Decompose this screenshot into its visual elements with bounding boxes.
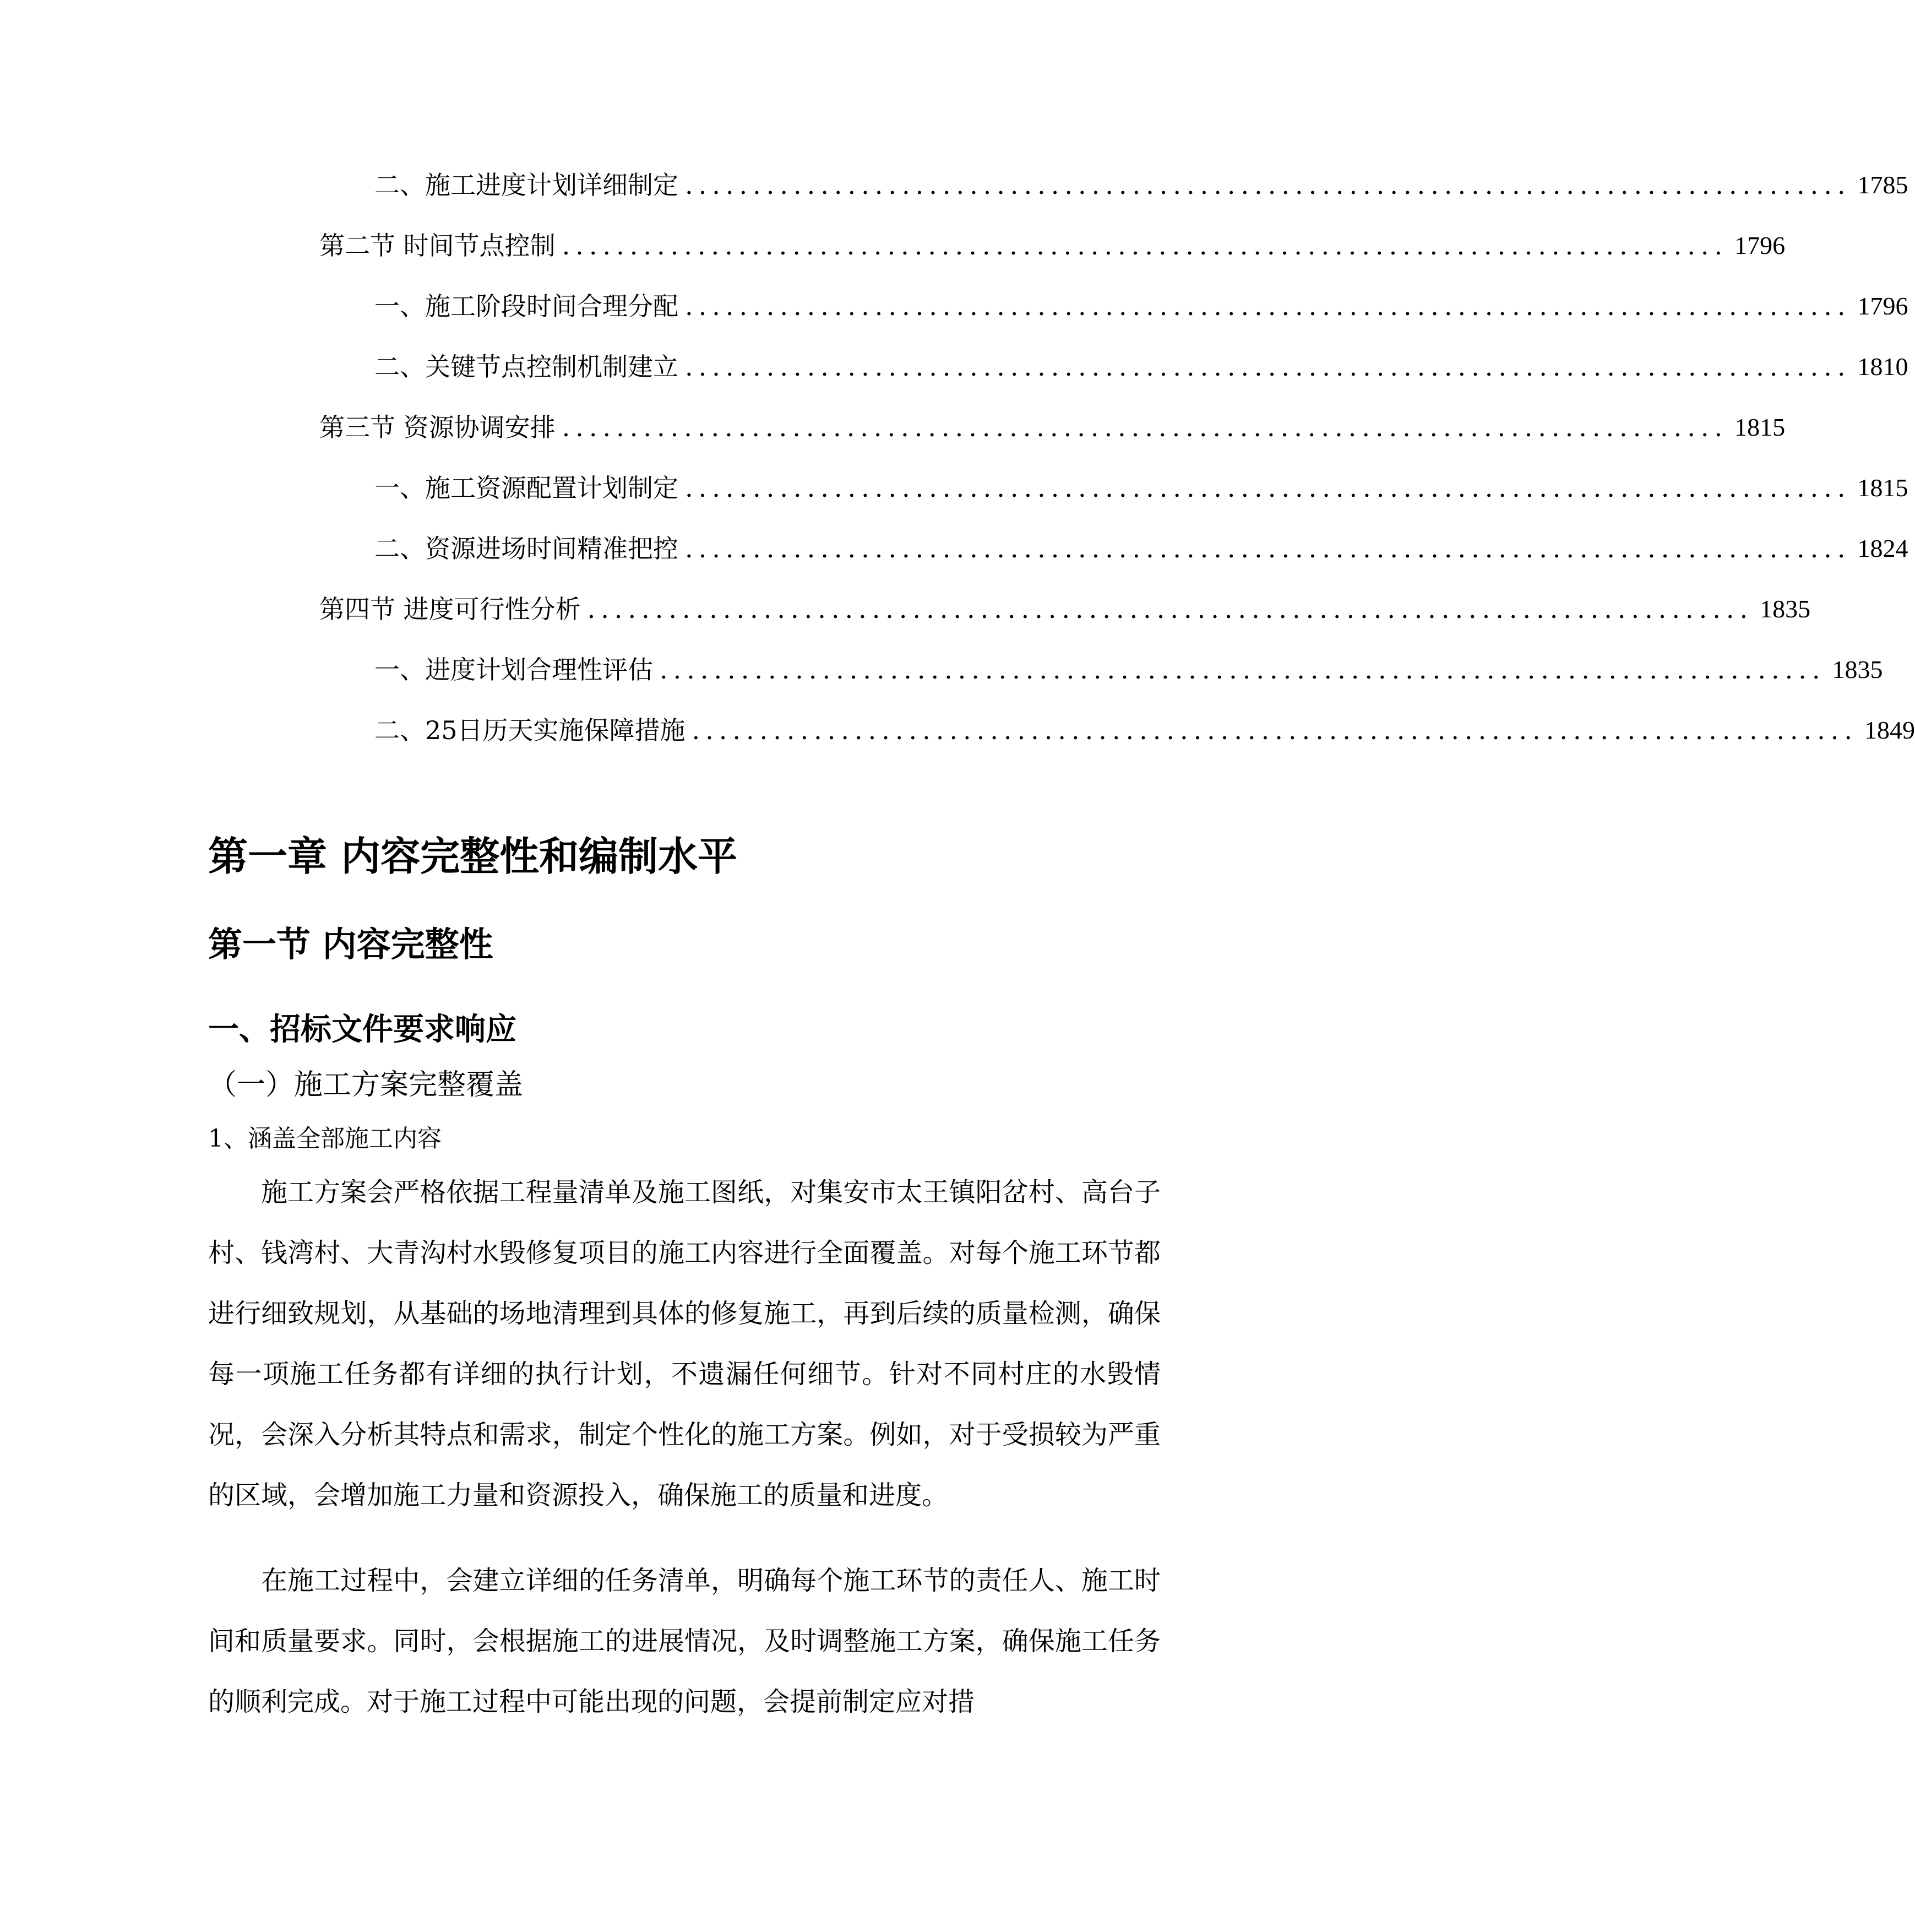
- toc-leader-dots: ......................................................................................: [587, 594, 1754, 624]
- toc-entry[interactable]: [374, 708, 1915, 752]
- toc-entry-page: 1796: [1857, 292, 1908, 320]
- toc-leader-dots: ......................................................................................: [562, 231, 1728, 261]
- toc-entry-page: 1796: [1734, 231, 1786, 259]
- toc-entry-label: 25日历天实施保障措施: [425, 715, 686, 745]
- toc-leader-dots: ......................................................................................: [685, 170, 1851, 200]
- toc-entry-marker: 二、: [374, 715, 425, 745]
- toc-entry-page: 1810: [1857, 352, 1908, 381]
- toc-leader-dots: ......................................................................................: [692, 715, 1858, 745]
- toc-entry-marker: 二、: [374, 352, 425, 382]
- toc-entry-marker: 二、: [374, 170, 425, 200]
- toc-leader-dots: ......................................................................................: [660, 655, 1826, 685]
- toc-entry[interactable]: [374, 163, 1908, 207]
- toc-entry-label: 进度计划合理性评估: [425, 655, 653, 685]
- toc-entry-page: 1785: [1857, 171, 1908, 199]
- toc-entry[interactable]: [374, 345, 1908, 389]
- toc-entry-label: 资源进场时间精准把控: [425, 534, 678, 563]
- toc-leader-dots: ......................................................................................: [562, 413, 1728, 442]
- toc-entry[interactable]: [319, 405, 1786, 449]
- toc-entry-page: 1835: [1760, 595, 1811, 623]
- toc-entry[interactable]: [319, 587, 1811, 631]
- toc-entry-label: 第三节 资源协调安排: [319, 413, 556, 442]
- toc-entry-label: 第二节 时间节点控制: [319, 231, 556, 261]
- toc-entry[interactable]: [374, 466, 1908, 510]
- toc-leader-dots: ......................................................................................: [685, 352, 1851, 382]
- subsection-title: 一、招标文件要求响应: [208, 1012, 516, 1048]
- toc-entry-page: 1815: [1857, 474, 1908, 502]
- toc-leader-dots: ......................................................................................: [685, 473, 1851, 503]
- toc-leader-dots: ......................................................................................: [685, 291, 1851, 321]
- toc-entry[interactable]: [374, 527, 1908, 571]
- toc-entry-page: 1849: [1864, 716, 1915, 744]
- toc-entry-label: 施工进度计划详细制定: [425, 170, 678, 200]
- chapter-title: 第一章 内容完整性和编制水平: [208, 833, 738, 880]
- toc-entry-page: 1824: [1857, 534, 1908, 562]
- toc-entry-marker: 一、: [374, 291, 425, 321]
- section-title: 第一节 内容完整性: [208, 924, 493, 964]
- body-paragraph: 施工方案会严格依据工程量清单及施工图纸，对集安市太王镇阳岔村、高台子村、钱湾村、大青沟村水毁修复项目的施工内容进行全面覆盖。对每个施工环节都进行细致规划，从基础的场地清理到具体的修复施工，再到后续的质量检测，确保每一项施工任务都有详细的执行计划，不遗漏任何细节。针对不同村庄的水毁情况，会深入分析其特点和需求，制定个性化的施工方案。例如，对于受损较为严重的区域，会增加施工力量和资源投入，确保施工的质量和进度。: [208, 1177, 1161, 1511]
- toc-entry-page: 1835: [1832, 655, 1883, 683]
- toc-entry[interactable]: [319, 224, 1786, 268]
- toc-entry-page: 1815: [1734, 413, 1786, 441]
- item-title: 1、涵盖全部施工内容: [208, 1125, 442, 1153]
- toc-entry-label: 施工阶段时间合理分配: [425, 291, 678, 321]
- toc-entry-label: 施工资源配置计划制定: [425, 473, 678, 503]
- toc-entry-label: 第四节 进度可行性分析: [319, 594, 581, 624]
- toc-entry[interactable]: [374, 284, 1908, 328]
- body-paragraph: 在施工过程中，会建立详细的任务清单，明确每个施工环节的责任人、施工时间和质量要求。同时，会根据施工的进展情况，及时调整施工方案，确保施工任务的顺利完成。对于施工过程中可能出现的问题，会提前制定应对措: [208, 1565, 1161, 1717]
- toc-leader-dots: ......................................................................................: [685, 534, 1851, 563]
- toc-entry-label: 关键节点控制机制建立: [425, 352, 678, 382]
- toc-entry-marker: 二、: [374, 534, 425, 563]
- toc-entry[interactable]: [374, 648, 1883, 692]
- toc-entry-marker: 一、: [374, 473, 425, 503]
- toc-entry-marker: 一、: [374, 655, 425, 685]
- subsubsection-title: （一）施工方案完整覆盖: [208, 1068, 524, 1101]
